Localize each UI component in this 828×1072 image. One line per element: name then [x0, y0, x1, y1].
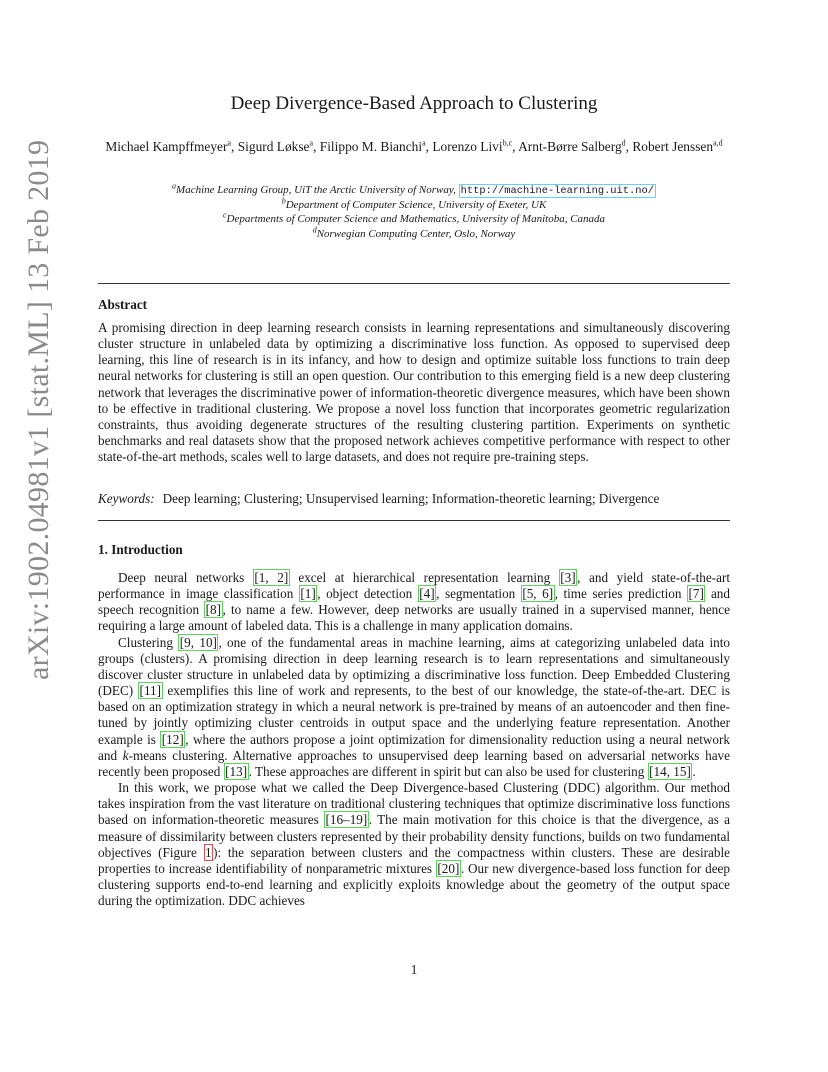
affiliation-line — [98, 183, 730, 198]
body-text-run: ): the separation between clusters and the compactness within clusters. These are desirable properties to increase identifiability of nonparametric mixtures — [98, 844, 730, 876]
body-text-run: In this work, we propose what we called the Deep Divergence-based Clustering (DDC) algorithm. Our method takes inspiration from the vast literature on traditional clustering techniques that optimize discriminative loss functions based on information-theoretic measures — [98, 780, 730, 828]
citation-link[interactable]: [12] — [161, 731, 184, 747]
body-paragraph — [98, 635, 730, 780]
section-heading: 1. Introduction — [98, 542, 183, 557]
affiliation-url-link[interactable]: http://machine-learning.uit.no/ — [460, 185, 654, 197]
author-name: Michael Kampffmeyer — [105, 139, 228, 154]
body-text-run: . These approaches are different in spirit but can also be used for clustering — [248, 763, 648, 779]
author-affiliation-mark: a — [309, 138, 314, 148]
citation-link[interactable]: [1, 2] — [254, 570, 289, 585]
citation-link[interactable]: [5, 6] — [522, 586, 554, 602]
affiliation-mark: a — [172, 181, 177, 191]
affiliation-text: Departments of Computer Science and Mathematics, University of Manitoba, Canada — [226, 213, 606, 226]
body-text-run: -means clustering. Alternative approaches to unsupervised deep learning based on adversarial networks have recently been proposed — [98, 747, 730, 779]
author-affiliation-mark: b,c — [502, 138, 513, 148]
author-name: Sigurd Løkse — [237, 139, 310, 154]
citation-link[interactable]: [9, 10] — [179, 634, 217, 650]
body-text-run: Deep neural networks — [118, 570, 253, 585]
page-number: 1 — [410, 962, 418, 977]
author-name: Lorenzo Livi — [432, 139, 503, 154]
keywords-text: Deep learning; Clustering; Unsupervised learning; Information-theoretic learning; Divergence — [162, 491, 660, 506]
author-affiliation-mark: a — [422, 138, 426, 148]
citation-link[interactable]: [8] — [205, 602, 222, 618]
affiliation-mark: c — [222, 210, 227, 220]
body-text-run: , object detection — [317, 586, 418, 602]
affiliation-list — [98, 183, 730, 241]
citation-link[interactable]: [16–19] — [325, 812, 368, 828]
body-text-run: and speech recognition — [98, 586, 730, 618]
body-text-run: excel at hierarchical representation learning — [289, 570, 559, 585]
body-text-run: , to name a few. However, deep networks are usually trained in a supervised manner, hence requiring a large amount of labeled data. This is a challenge in many application domains. — [98, 602, 730, 634]
body-text-run: exemplifies this line of work and represents, to the best of our knowledge, the state-of-the-art. DEC is based on an optimization strategy in which a neural network is pre-trained by means of an autoencoder and then fine-tuned by jointly optimizing cluster centroids in output space and the underlying feature representation. Another example is — [98, 683, 730, 747]
arxiv-stamp-text: arXiv:1902.04981v1 [stat.ML] 13 Feb 2019 — [22, 139, 55, 680]
affiliation-line — [98, 198, 730, 212]
top-rule — [98, 283, 730, 284]
author-affiliation-mark: d — [621, 138, 626, 148]
body-text-run: . Our new divergence-based loss function for deep clustering supports end-to-end learning and explicitly exploits knowledge about the geometry of the output space during the optimization. DDC achieves — [98, 860, 730, 909]
body-text-run: Clustering — [118, 634, 179, 650]
author-affiliation-mark: a — [227, 138, 231, 148]
body-text-run: , one of the fundamental areas in machine learning, aims at categorizing unlabeled data into groups (clusters). A promising direction in deep learning research is to learn representations and simultaneously discover cluster structure in unlabeled data by optimizing a discriminative loss function. Deep Embedded Clustering (DEC) — [98, 634, 730, 699]
citation-link[interactable]: [7] — [688, 586, 704, 602]
body-paragraph — [98, 570, 730, 635]
math-variable: k — [122, 747, 129, 763]
affiliation-line — [98, 224, 730, 241]
affiliation-text: Norwegian Computing Center, Oslo, Norway — [316, 227, 516, 240]
introduction-body — [98, 570, 730, 909]
body-text-run: , segmentation — [436, 586, 521, 602]
author-name: Arnt-Børre Salberg — [518, 139, 622, 154]
citation-link[interactable]: [3] — [560, 570, 576, 585]
citation-link[interactable]: [20] — [437, 860, 460, 876]
author-name: Filippo M. Bianchi — [319, 139, 423, 154]
abstract-text: A promising direction in deep learning research consists in learning representations and simultaneously discovering cluster structure in unlabeled data by optimizing a discriminative loss function. As opposed to supervised deep learning, this line of research is in its infancy, and how to design and optimize suitable loss functions to train deep neural networks for clustering is still an open question. Our contribution to this emerging field is a new deep clustering network that leverages the discriminative power of information-theoretic divergence measures, which have been shown to be effective in traditional clustering. We propose a novel loss function that incorporates geometric regularization constraints, thus avoiding degenerate structures of the resulting clustering partition. Experiments on synthetic benchmarks and real datasets show that the proposed network achieves competitive performance with respect to other state-of-the-art methods, scales well to large datasets, and does not require pre-training steps. — [98, 320, 730, 465]
affiliation-text: Department of Computer Science, University of Exeter, UK — [285, 199, 547, 212]
affiliation-line — [98, 212, 730, 226]
affiliation-mark: b — [281, 196, 286, 206]
bottom-rule — [98, 520, 730, 521]
citation-link[interactable]: [14, 15] — [649, 763, 691, 779]
body-text-run: , where the authors propose a joint optimization for dimensionality reduction using a neural network and — [98, 731, 730, 763]
citation-link[interactable]: [1] — [300, 586, 316, 602]
abstract-heading: Abstract — [98, 297, 148, 312]
body-text-run: . — [692, 763, 696, 779]
author-affiliation-mark: a,d — [713, 138, 723, 148]
body-paragraph — [98, 780, 730, 909]
affiliation-mark: d — [312, 224, 317, 234]
citation-link[interactable]: [13] — [225, 763, 248, 779]
affiliation-text: Machine Learning Group, UiT the Arctic University of Norway, — [176, 184, 459, 196]
citation-link[interactable]: [4] — [419, 586, 435, 602]
body-text-run: . The main motivation for this choice is that the divergence, as a measure of dissimilarity between clusters represented by their probability density functions, builds on two fundamental objectives (Figure — [98, 812, 730, 860]
body-text-run: , and yield state-of-the-art performance in image classification — [98, 570, 730, 602]
author-list: Michael Kampffmeyer$^a$, Sigurd Løkse$^a$, Filippo M. Bianchi$^a$, Lorenzo Livi$^{b,c}$, Arnt-Børre Salberg$^d$, Robert Jenssen$^{a,d}$ — [105, 138, 723, 154]
paper-title: Deep Divergence-Based Approach to Clustering — [230, 93, 598, 114]
body-text-run: , time series prediction — [554, 586, 688, 602]
author-name: Robert Jenssen — [632, 139, 714, 154]
figure-reference-link[interactable]: 1 — [205, 844, 212, 860]
keywords-label: Keywords: — [98, 491, 155, 506]
citation-link[interactable]: [11] — [139, 683, 162, 699]
keywords-line — [98, 491, 730, 507]
